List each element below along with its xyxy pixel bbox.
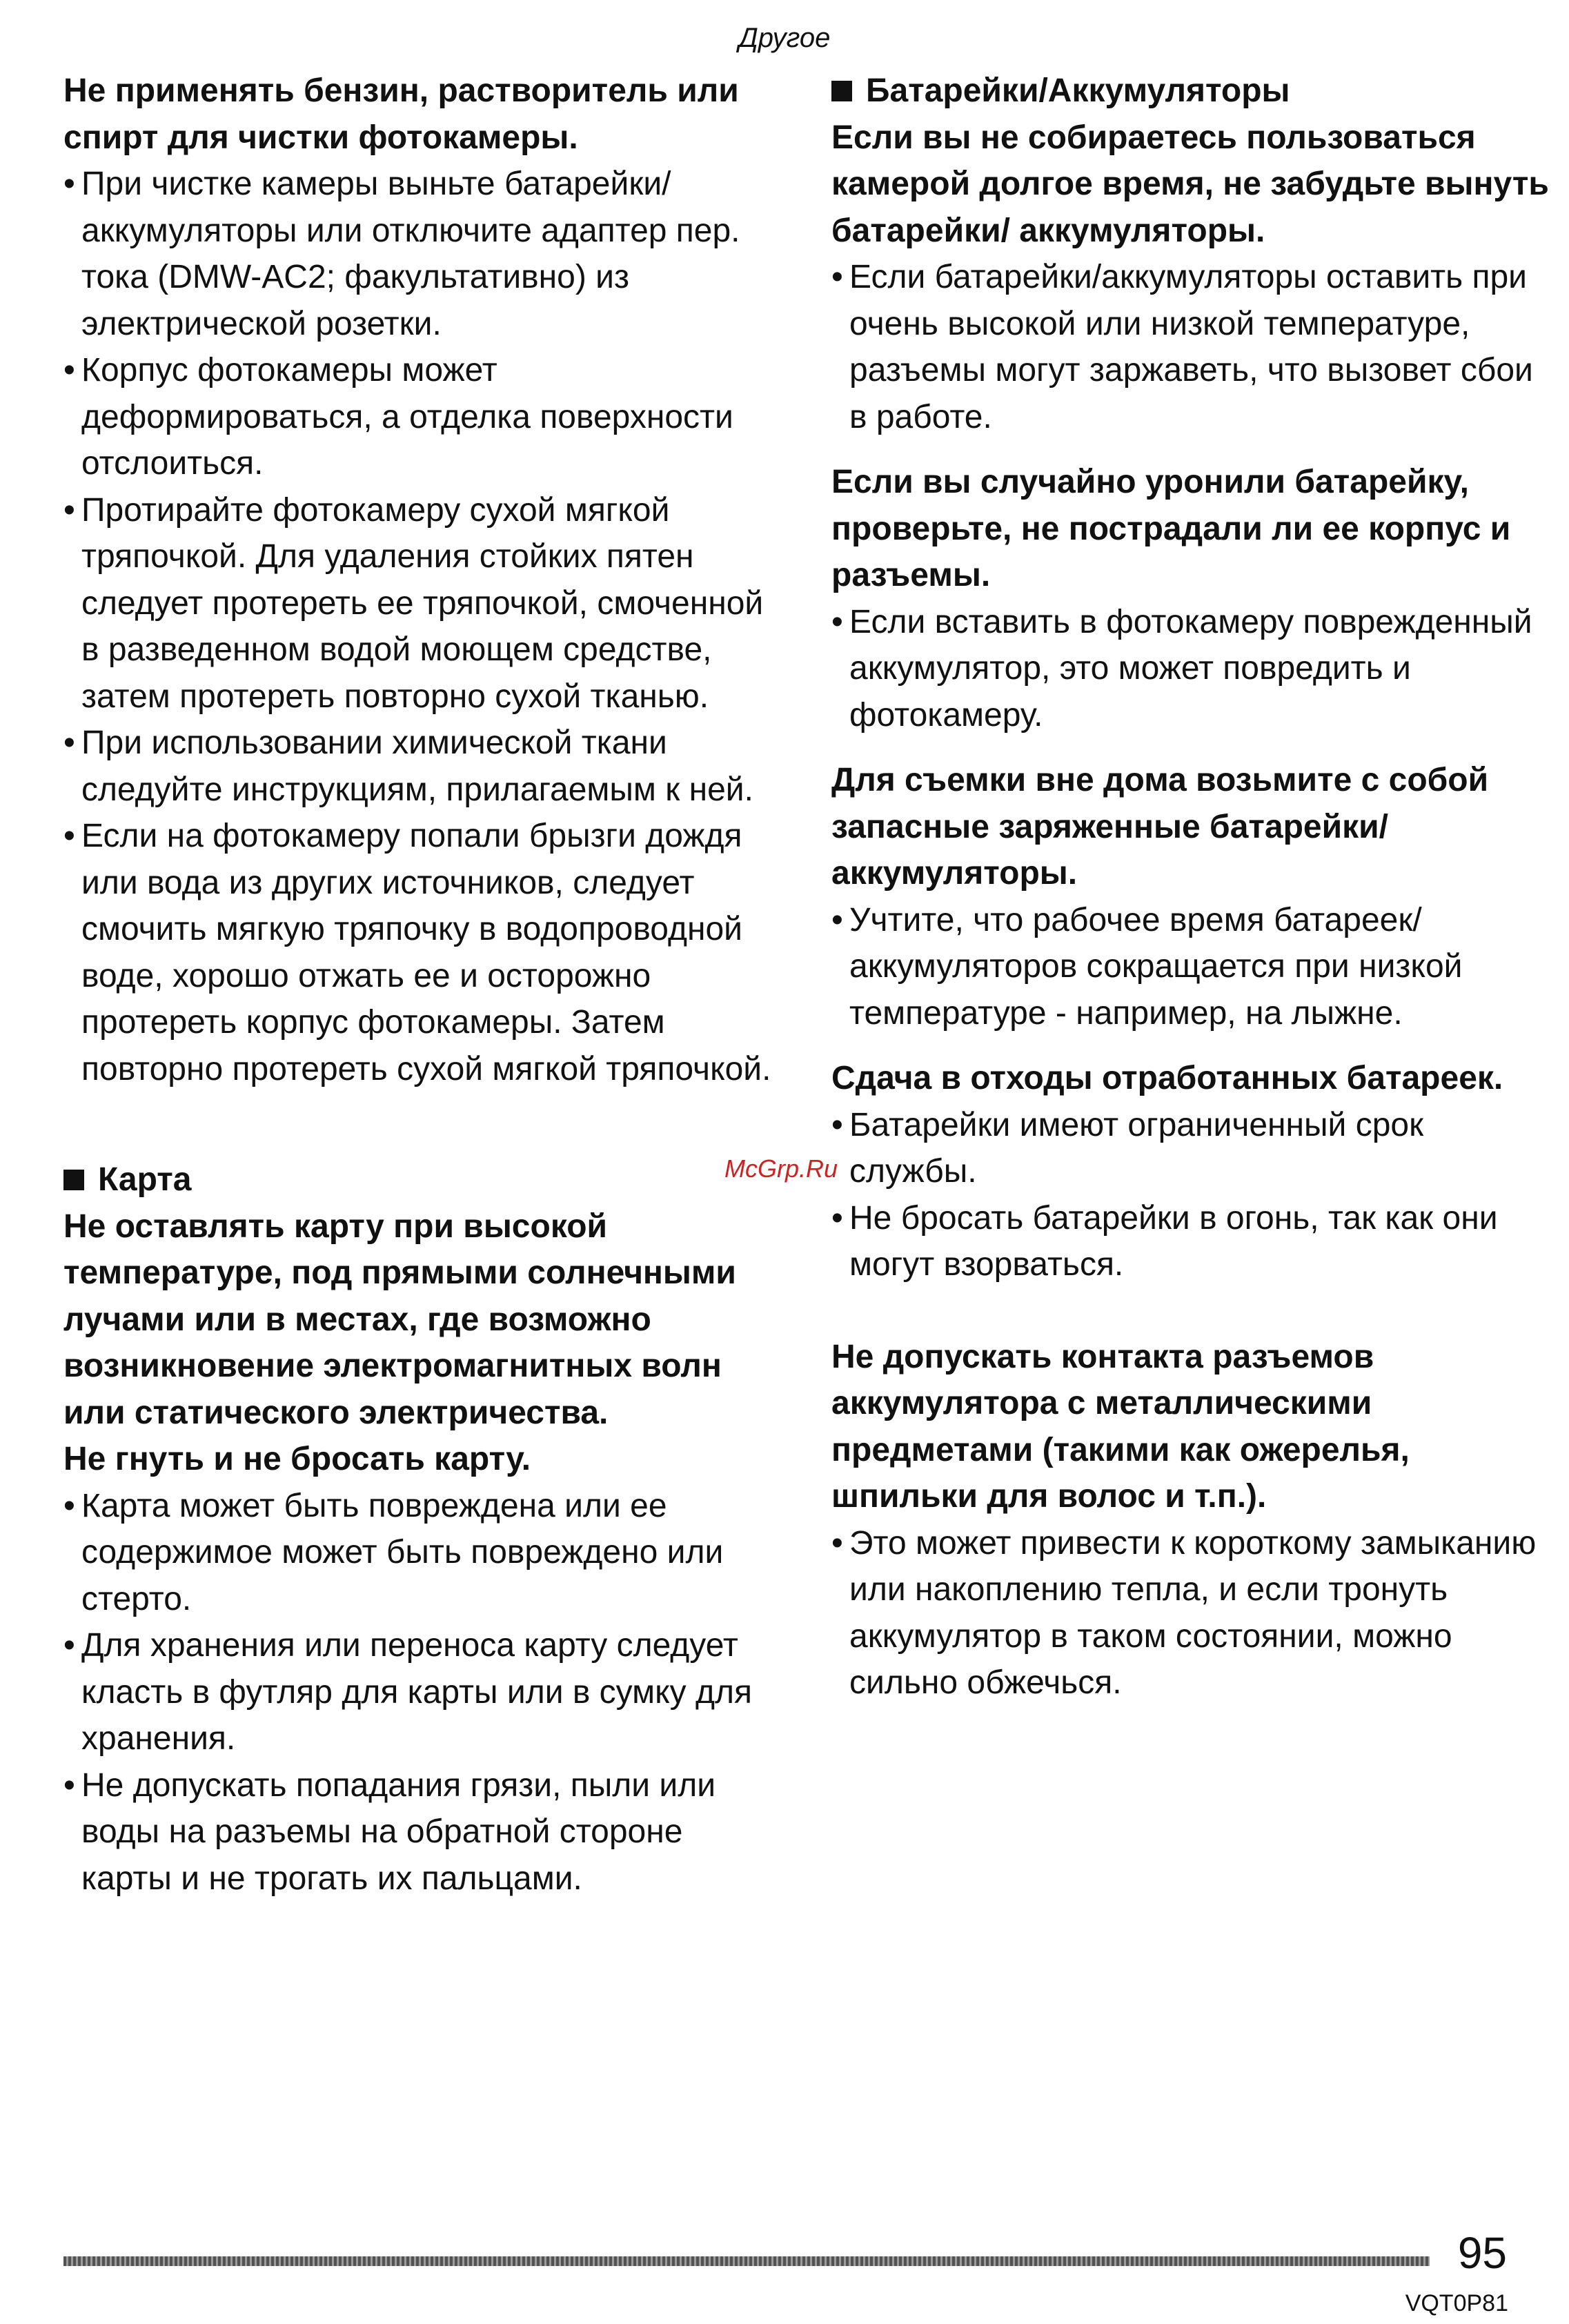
square-bullet-icon	[63, 1170, 84, 1190]
card-bullet-3: • Не допускать попадания грязи, пыли или воды на разъемы на обратной стороне карты и не трогать их пальцами.	[63, 1762, 781, 1902]
watermark: McGrp.Ru	[724, 1154, 838, 1183]
card-heading-1: Не оставлять карту при высокой температуре, под прямыми солнечными лучами или в местах, где возможно возникновение электромагнитных волн или статического электричества.	[63, 1208, 736, 1431]
cleaning-bullet-1: • При чистке камеры выньте батарейки/ аккумуляторы или отключите адаптер пер. тока (DMW-AC2; факультативно) из электрической розетки.	[63, 161, 781, 347]
battery-bullet-4b: • Не бросать батарейки в огонь, так как они могут взорваться.	[831, 1195, 1552, 1288]
battery-bullet-5: • Это может привести к короткому замыканию или накоплению тепла, и если тронуть аккумулятор в таком состоянии, можно сильно обжечься.	[831, 1520, 1552, 1706]
cleaning-bullet-4: • При использовании химической ткани следуйте инструкциям, прилагаемым к ней.	[63, 720, 781, 813]
battery-section-label: Батарейки/Аккумуляторы	[866, 72, 1290, 109]
battery-heading-4: Сдача в отходы отработанных батареек.	[831, 1060, 1503, 1096]
card-section-label: Карта	[98, 1161, 192, 1198]
cleaning-bullet-3: • Протирайте фотокамеру сухой мягкой тряпочкой. Для удаления стойких пятен следует протереть ее тряпочкой, смоченной в разведенном водой моющем средстве, затем протереть повторно сухой тканью.	[63, 487, 781, 720]
card-heading-2: Не гнуть и не бросать карту.	[63, 1441, 531, 1477]
card-bullet-1: • Карта может быть повреждена или ее содержимое может быть повреждено или стерто.	[63, 1483, 781, 1623]
document-code: VQT0P81	[1405, 2290, 1508, 2316]
card-section-title	[63, 1156, 781, 1203]
battery-bullet-3: • Учтите, что рабочее время батареек/ аккумуляторов сокращается при низкой температуре - например, на лыжне.	[831, 897, 1552, 1037]
footer-divider	[63, 2256, 1430, 2266]
square-bullet-icon	[831, 81, 852, 101]
right-column	[831, 68, 1552, 1706]
page-number: 95	[1457, 2228, 1507, 2278]
battery-bullet-4a: • Батарейки имеют ограниченный срок службы.	[831, 1102, 1552, 1195]
card-bullet-2: • Для хранения или переноса карту следует класть в футляр для карты или в сумку для хранения.	[63, 1622, 781, 1762]
battery-heading-2: Если вы случайно уронили батарейку, проверьте, не пострадали ли ее корпус и разъемы.	[831, 464, 1511, 593]
cleaning-bullet-2: • Корпус фотокамеры может деформироваться, а отделка поверхности отслоиться.	[63, 347, 781, 487]
battery-bullet-1: • Если батарейки/аккумуляторы оставить при очень высокой или низкой температуре, разъемы могут заржаветь, что вызовет сбои в работе.	[831, 254, 1552, 440]
battery-heading-3: Для съемки вне дома возьмите с собой запасные заряженные батарейки/аккумуляторы.	[831, 762, 1489, 892]
battery-heading-5: Не допускать контакта разъемов аккумулятора с металлическими предметами (такими как ожерелья, шпильки для волос и т.п.).	[831, 1338, 1410, 1515]
battery-bullet-2: • Если вставить в фотокамеру поврежденный аккумулятор, это может повредить и фотокамеру.	[831, 599, 1552, 739]
cleaning-bullet-5: • Если на фотокамеру попали брызги дождя или вода из других источников, следует смочить мягкую тряпочку в водопроводной воде, хорошо отжать ее и осторожно протереть корпус фотокамеры. Затем повторно протереть сухой мягкой тряпочкой.	[63, 813, 781, 1092]
cleaning-heading: Не применять бензин, растворитель или спирт для чистки фотокамеры.	[63, 72, 739, 156]
battery-section-title	[831, 68, 1552, 115]
battery-heading-1: Если вы не собираетесь пользоваться камерой долгое время, не забудьте вынуть батарейки/ аккумуляторы.	[831, 119, 1549, 249]
left-column	[63, 68, 781, 1902]
page-header: Другое	[738, 23, 831, 53]
